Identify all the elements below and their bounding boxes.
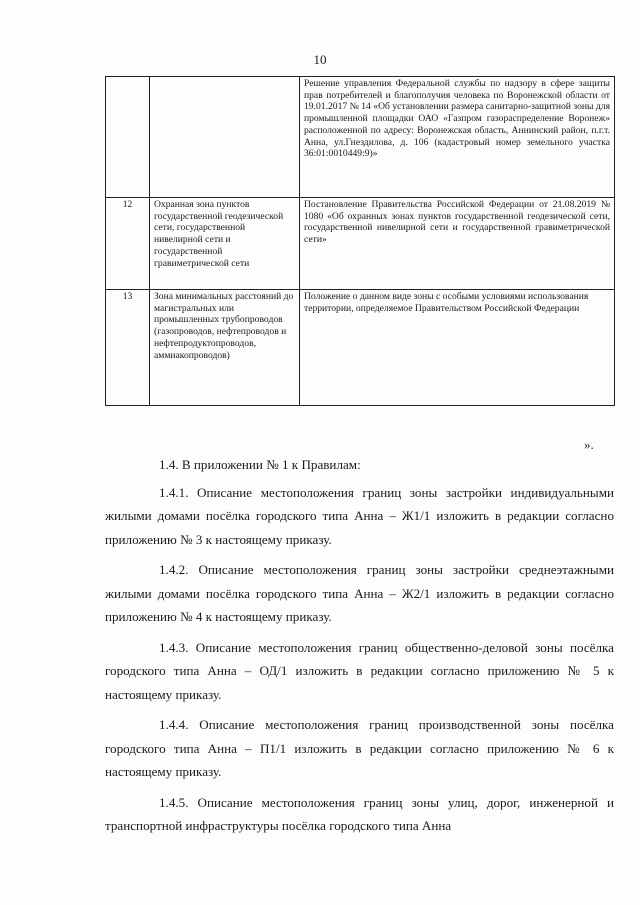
paragraph-1-4-2: 1.4.2. Описание местоположения границ зоны застройки среднеэтажными жилыми домами посёлка городского типа Анна – Ж2/1 изложить в редакции согласно приложению № 4 к настоящему приказу. (105, 562, 614, 624)
legal-basis: Положение о данном виде зоны с особыми условиями использования территории, определяемое Правительством Российской Федерации (300, 290, 615, 406)
paragraph-1-4-3: 1.4.3. Описание местоположения границ общественно-деловой зоны посёлка городского типа Анна – ОД/1 изложить в редакции согласно приложению № 5 к настоящему приказу. (105, 639, 614, 702)
closing-quote: ». (584, 437, 594, 452)
row-number: 12 (106, 198, 150, 290)
page-number: 10 (313, 52, 327, 67)
zone-name (150, 77, 300, 198)
zone-name: Зона минимальных расстояний до магистральных или промышленных трубопроводов (газопроводов, нефтепроводов и нефтепродуктопроводов, аммиакопроводов) (150, 290, 300, 406)
paragraph-1-4-1: 1.4.1. Описание местоположения границ зоны застройки индивидуальными жилыми домами посёлка городского типа Анна – Ж1/1 изложить в редакции согласно приложению № 3 к настоящему приказу. (105, 484, 614, 547)
table-row (106, 290, 615, 406)
paragraph-1-4: 1.4. В приложении № 1 к Правилам: (159, 457, 361, 472)
row-number: 13 (106, 290, 150, 406)
legal-basis: Постановление Правительства Российской Федерации от 21.08.2019 № 1080 «Об охранных зонах пунктов государственной геодезической сети, государственной нивелирной сети и государственной гравиметрической сети» (300, 198, 615, 290)
zones-table (105, 76, 615, 406)
table-row (106, 77, 615, 198)
legal-basis: Решение управления Федеральной службы по надзору в сфере защиты прав потребителей и благополучия человека по Воронежской области от 19.01.2017 № 14 «Об установлении размера санитарно-защитной зоны для промышленной площадки ОАО «Газпром газораспределение Воронеж» расположенной по адресу: Воронежская область, Аннинский район, п.г.т. Анна, ул.Гнездилова, д. 106 (кадастровый номер земельного участка 36:01:0010449:9)» (300, 77, 615, 198)
paragraph-1-4-4: 1.4.4. Описание местоположения границ производственной зоны посёлка городского типа Анна – П1/1 изложить в редакции согласно приложению № 6 к настоящему приказу. (105, 717, 614, 779)
body-text (105, 453, 614, 845)
zone-name: Охранная зона пунктов государственной геодезической сети, государственной нивелирной сети и государственной гравиметрической сети (150, 198, 300, 290)
row-number (106, 77, 150, 198)
table-row (106, 198, 615, 290)
paragraph-1-4-5: 1.4.5. Описание местоположения границ зоны улиц, дорог, инженерной и транспортной инфраструктуры посёлка городского типа Анна (105, 794, 614, 833)
